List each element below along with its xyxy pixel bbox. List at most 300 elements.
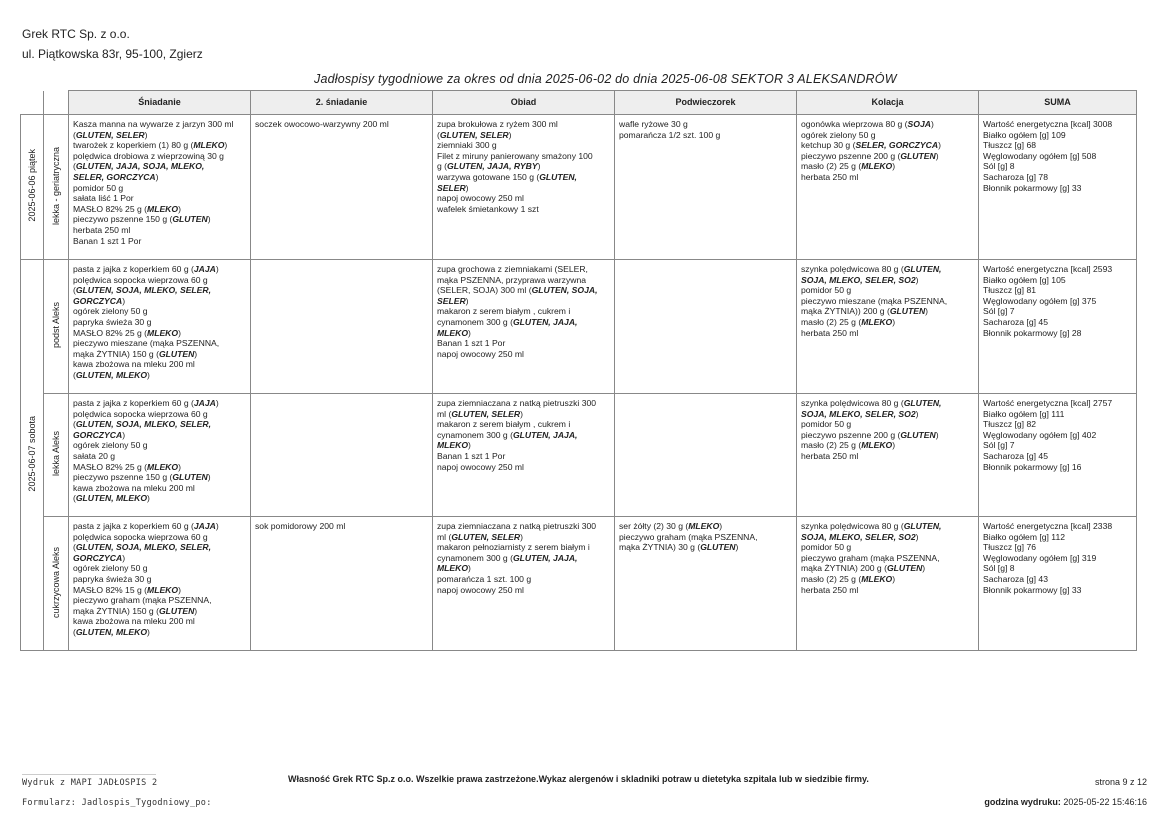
menu-line: [983, 306, 1132, 317]
allergen-text: MLEKO: [147, 203, 179, 214]
menu-text: mąka PSZENNA, przyprawa warzywna: [437, 274, 587, 285]
menu-line: [801, 553, 974, 564]
menu-text: mąka ŻYTNIA) 150 g (: [73, 348, 159, 359]
menu-line: [983, 532, 1132, 543]
allergen-text: SOJA, MLEKO, SELER, SO2: [801, 274, 916, 285]
menu-line: [73, 214, 246, 225]
menu-line: [801, 409, 974, 420]
menu-line: [73, 130, 246, 141]
menu-line: [73, 161, 246, 172]
menu-line: [73, 585, 246, 596]
menu-line: [73, 183, 246, 194]
print-source: Wydruk z MAPI JADŁOSPIS 2: [22, 778, 158, 788]
menu-text: pieczywo pszenne 200 g (: [801, 150, 901, 161]
date-label: 2025-06-07 sobota: [26, 415, 37, 492]
menu-text: pieczywo pszenne 150 g (: [73, 472, 173, 483]
menu-text: (: [73, 493, 76, 504]
menu-text: Węglowodany ogółem [g] 319: [983, 552, 1097, 563]
menu-text: Błonnik pokarmowy [g] 16: [983, 461, 1082, 472]
menu-line: [983, 574, 1132, 585]
print-time: 2025-05-22 15:46:16: [1063, 797, 1147, 807]
menu-line: [73, 563, 246, 574]
allergen-text: MLEKO: [861, 316, 893, 327]
menu-text: masło (2) 25 g (: [801, 440, 862, 451]
menu-text: ): [122, 295, 126, 306]
menu-text: ): [892, 161, 896, 172]
allergen-text: GLUTEN, SELER: [451, 531, 521, 542]
menu-line: [983, 296, 1132, 307]
menu-text: Błonnik pokarmowy [g] 28: [983, 327, 1082, 338]
menu-line: [73, 595, 246, 606]
snack-cell: [615, 260, 797, 394]
menu-text: Węglowodany ogółem [g] 402: [983, 429, 1097, 440]
menu-line: [437, 285, 610, 296]
allergen-text: GLUTEN: [700, 542, 736, 553]
menu-text: ): [935, 429, 939, 440]
menu-line: [73, 338, 246, 349]
menu-line: [801, 317, 974, 328]
menu-text: masło (2) 25 g (: [801, 573, 862, 584]
menu-text: (: [73, 419, 76, 430]
diet-label: lekka - geriatryczna: [50, 146, 61, 225]
menu-line: [73, 264, 246, 275]
column-header-snack: Podwieczorek: [615, 91, 797, 115]
menu-text: Banan 1 szt 1 Por: [73, 235, 142, 246]
menu-line: [437, 119, 610, 130]
menu-line: [437, 172, 610, 183]
menu-line: [73, 306, 246, 317]
menu-line: [983, 317, 1132, 328]
menu-text: cynamonem 300 g (: [437, 429, 513, 440]
menu-line: [801, 532, 974, 543]
menu-line: [801, 172, 974, 183]
menu-text: zupa grochowa z ziemniakami (SELER,: [437, 264, 588, 274]
menu-text: Wartość energetyczna [kcal] 3008: [983, 119, 1113, 129]
sum-cell: [979, 115, 1137, 260]
second-breakfast-cell: [251, 394, 433, 517]
menu-text: Węglowodany ogółem [g] 508: [983, 150, 1097, 161]
allergen-text: MLEKO: [193, 140, 225, 151]
menu-text: ): [520, 408, 523, 419]
menu-line: [73, 172, 246, 183]
diet-cell: [44, 394, 69, 517]
menu-line: [983, 419, 1132, 430]
menu-line: [801, 521, 974, 532]
menu-text: cynamonem 300 g (: [437, 316, 513, 327]
menu-text: pomarańcza 1 szt. 100 g: [437, 573, 532, 584]
menu-text: ): [465, 295, 469, 306]
menu-line: [73, 349, 246, 360]
snack-cell: [615, 517, 797, 651]
menu-text: ): [155, 171, 159, 182]
menu-text: mąka ŻYTNIA) 150 g (: [73, 605, 159, 616]
menu-line: [437, 328, 610, 339]
menu-text: Wartość energetyczna [kcal] 2338: [983, 521, 1113, 531]
menu-text: pieczywo graham (mąka PSZENNA,: [801, 552, 940, 563]
menu-text: ): [215, 398, 219, 408]
menu-text: Białko ogółem [g] 112: [983, 531, 1066, 542]
sum-cell: [979, 394, 1137, 517]
menu-text: ml (: [437, 531, 452, 542]
menu-text: Filet z miruny panierowany smażony 100: [437, 150, 593, 161]
menu-line: [437, 542, 610, 553]
allergen-text: GLUTEN: [172, 472, 208, 483]
menu-text: papryka świeża 30 g: [73, 316, 152, 327]
menu-text: ): [178, 584, 181, 595]
menu-text: soczek owocowo-warzywny 200 ml: [255, 119, 389, 129]
menu-line: [801, 306, 974, 317]
menu-text: ketchup 30 g (: [801, 140, 856, 151]
menu-line: [437, 130, 610, 141]
menu-text: zupa brokułowa z ryżem 300 ml: [437, 119, 558, 129]
allergen-text: GLUTEN,: [903, 264, 942, 274]
menu-text: ): [207, 214, 211, 225]
menu-text: ): [122, 552, 126, 563]
allergen-text: SOJA, MLEKO, SELER, SO2: [801, 408, 916, 419]
allergen-text: MLEKO: [861, 440, 893, 451]
allergen-text: SELER: [437, 295, 466, 306]
diet-cell: [44, 260, 69, 394]
menu-text: sałata liść 1 Por: [73, 193, 134, 204]
menu-line: [983, 451, 1132, 462]
menu-text: ): [735, 542, 739, 553]
menu-text: sałata 20 g: [73, 450, 116, 461]
menu-line: [983, 264, 1132, 275]
menu-text: herbata 250 ml: [801, 327, 859, 338]
company-address: ul. Piątkowska 83r, 95-100, Zgierz: [22, 47, 203, 61]
menu-text: pasta z jajka z koperkiem 60 g (: [73, 398, 194, 408]
header-corner: [21, 91, 44, 115]
allergen-text: MLEKO: [861, 573, 893, 584]
column-header-sum: SUMA: [979, 91, 1137, 115]
footer-source: [22, 774, 212, 813]
menu-line: [73, 236, 246, 247]
footer-page-info: [984, 772, 1147, 812]
allergen-text: MLEKO: [437, 327, 469, 338]
menu-text: mąka ŻYTNIA) 200 g (: [801, 563, 887, 574]
allergen-text: GLUTEN, JAJA, SOJA, MLEKO,: [75, 161, 205, 172]
menu-text: zupa ziemniaczana z natką pietruszki 300: [437, 521, 597, 531]
menu-text: Tłuszcz [g] 82: [983, 419, 1037, 430]
allergen-text: GLUTEN, JAJA,: [512, 429, 578, 440]
menu-text: ): [215, 264, 219, 274]
menu-text: pieczywo pszenne 150 g (: [73, 214, 173, 225]
menu-line: [437, 521, 610, 532]
menu-text: ogórek zielony 50 g: [73, 306, 148, 317]
menu-text: ): [468, 563, 471, 574]
menu-text: Banan 1 szt 1 Por: [437, 450, 506, 461]
menu-line: [801, 585, 974, 596]
menu-text: ): [922, 563, 926, 574]
menu-line: [983, 161, 1132, 172]
menu-text: ): [938, 140, 941, 151]
menu-line: [983, 285, 1132, 296]
menu-text: Białko ogółem [g] 109: [983, 129, 1066, 140]
allergen-text: MLEKO: [437, 440, 469, 451]
menu-line: [619, 532, 792, 543]
menu-text: ): [892, 573, 896, 584]
menu-text: pomidor 50 g: [801, 542, 852, 553]
menu-line: [983, 183, 1132, 194]
allergen-text: GLUTEN, SOJA, MLEKO, SELER,: [75, 285, 211, 296]
menu-text: twarożek z koperkiem (1) 80 g (: [73, 140, 194, 151]
menu-line: [983, 151, 1132, 162]
menu-text: ): [930, 119, 934, 129]
menu-text: ): [224, 140, 228, 151]
menu-text: Kasza manna na wywarze z jarzyn 300 ml: [73, 119, 234, 129]
menu-text: ml (: [437, 408, 452, 419]
menu-text: Tłuszcz [g] 68: [983, 140, 1037, 151]
menu-text: cynamonem 300 g (: [437, 552, 513, 563]
second-breakfast-cell: [251, 517, 433, 651]
menu-text: ): [194, 348, 198, 359]
dinner-cell: [797, 517, 979, 651]
menu-line: [983, 140, 1132, 151]
menu-line: [801, 130, 974, 141]
sum-cell: [979, 517, 1137, 651]
menu-line: [437, 204, 610, 215]
menu-text: pieczywo graham (mąka PSZENNA,: [619, 531, 758, 542]
diet-label: lekka Aleks: [50, 431, 61, 477]
menu-row: [21, 517, 1137, 651]
diet-cell: [44, 115, 69, 260]
menu-line: [619, 542, 792, 553]
menu-line: [73, 119, 246, 130]
menu-text: ): [207, 472, 211, 483]
menu-line: [437, 193, 610, 204]
menu-text: Sacharoza [g] 78: [983, 171, 1048, 182]
menu-text: napoj owocowy 250 ml: [437, 348, 524, 359]
menu-text: Sacharoza [g] 45: [983, 316, 1048, 327]
menu-line: [437, 553, 610, 564]
menu-line: [983, 585, 1132, 596]
menu-row: [21, 260, 1137, 394]
second-breakfast-cell: [251, 115, 433, 260]
allergen-text: GLUTEN, SELER: [75, 129, 145, 140]
menu-text: pomidor 50 g: [801, 285, 852, 296]
menu-text: napoj owocowy 250 ml: [437, 461, 524, 472]
menu-text: herbata 250 ml: [73, 224, 131, 235]
menu-line: [437, 409, 610, 420]
breakfast-cell: [69, 517, 251, 651]
menu-text: szynka polędwicowa 80 g (: [801, 398, 904, 408]
menu-line: [437, 585, 610, 596]
menu-text: pieczywo mieszane (mąka PSZENNA,: [73, 338, 220, 349]
menu-line: [983, 440, 1132, 451]
menu-text: masło (2) 25 g (: [801, 161, 862, 172]
allergen-text: GLUTEN, SOJA,: [531, 285, 598, 296]
menu-text: MASŁO 82% 15 g (: [73, 584, 148, 595]
menu-text: kawa zbożowa na mleku 200 ml: [73, 616, 195, 627]
menu-text: polędwica sopocka wieprzowa 60 g: [73, 274, 208, 285]
menu-line: [437, 440, 610, 451]
menu-text: g (: [437, 161, 448, 172]
menu-line: [801, 140, 974, 151]
menu-line: [73, 493, 246, 504]
allergen-text: GLUTEN, JAJA,: [512, 552, 578, 563]
allergen-text: GLUTEN: [158, 605, 195, 616]
menu-line: [801, 440, 974, 451]
allergen-text: GORCZYCA: [73, 429, 123, 440]
menu-line: [73, 483, 246, 494]
menu-line: [73, 440, 246, 451]
menu-text: ): [122, 429, 126, 440]
menu-line: [437, 451, 610, 462]
menu-line: [619, 119, 792, 130]
menu-text: herbata 250 ml: [801, 450, 859, 461]
date-label: 2025-06-06 piątek: [26, 149, 37, 222]
menu-line: [801, 574, 974, 585]
menu-line: [437, 296, 610, 307]
menu-text: Sól [g] 7: [983, 306, 1015, 317]
print-time-line: [984, 792, 1147, 812]
menu-text: napoj owocowy 250 ml: [437, 584, 524, 595]
menu-text: kawa zbożowa na mleku 200 ml: [73, 359, 195, 370]
menu-line: [73, 521, 246, 532]
footer-notice: Własność Grek RTC Sp.z o.o. Wszelkie prawa zastrzeżone.Wykaz alergenów i skladniki potraw u dietetyka szpitala lub w siedzibie firmy.: [288, 774, 869, 784]
dinner-cell: [797, 394, 979, 517]
menu-line: [437, 306, 610, 317]
dinner-cell: [797, 115, 979, 260]
allergen-text: JAJA: [193, 521, 216, 531]
menu-text: ): [194, 605, 198, 616]
menu-text: kawa zbożowa na mleku 200 ml: [73, 482, 195, 493]
menu-line: [437, 563, 610, 574]
menu-text: ): [178, 327, 181, 338]
allergen-text: MLEKO: [147, 461, 179, 472]
menu-text: ): [144, 129, 148, 140]
menu-text: (: [73, 161, 76, 172]
menu-line: [73, 451, 246, 462]
column-header-second-breakfast: 2. śniadanie: [251, 91, 433, 115]
menu-line: [73, 296, 246, 307]
menu-text: MASŁO 82% 25 g (: [73, 203, 148, 214]
menu-line: [73, 398, 246, 409]
menu-line: [437, 161, 610, 172]
menu-text: pieczywo pszenne 200 g (: [801, 429, 901, 440]
allergen-text: GORCZYCA: [73, 295, 123, 306]
menu-line: [983, 409, 1132, 420]
menu-line: [437, 398, 610, 409]
menu-line: [73, 359, 246, 370]
allergen-text: GLUTEN: [900, 429, 936, 440]
menu-line: [73, 140, 246, 151]
menu-line: [437, 275, 610, 286]
weekly-menu-table: [20, 90, 1137, 651]
allergen-text: GLUTEN, MLEKO: [75, 626, 148, 637]
menu-line: [73, 532, 246, 543]
menu-text: ): [508, 129, 512, 140]
menu-text: (: [73, 285, 76, 296]
menu-line: [437, 430, 610, 441]
menu-text: wafle ryżowe 30 g: [619, 119, 688, 129]
menu-text: wafelek śmietankowy 1 szt: [437, 203, 539, 214]
allergen-text: GLUTEN, SOJA, MLEKO, SELER,: [75, 542, 211, 553]
menu-line: [801, 542, 974, 553]
menu-text: ): [147, 493, 150, 504]
menu-line: [983, 328, 1132, 339]
menu-row: [21, 115, 1137, 260]
menu-text: ): [915, 274, 919, 285]
menu-line: [983, 119, 1132, 130]
menu-text: polędwica sopocka wieprzowa 60 g: [73, 408, 208, 419]
menu-line: [73, 370, 246, 381]
menu-text: Węglowodany ogółem [g] 375: [983, 295, 1097, 306]
menu-line: [255, 521, 428, 532]
menu-text: Sól [g] 8: [983, 161, 1015, 172]
menu-text: (: [73, 129, 76, 140]
menu-line: [437, 151, 610, 162]
menu-line: [73, 204, 246, 215]
menu-line: [73, 328, 246, 339]
menu-text: pieczywo mieszane (mąka PSZENNA,: [801, 295, 948, 306]
breakfast-cell: [69, 260, 251, 394]
menu-text: pasta z jajka z koperkiem 60 g (: [73, 521, 194, 531]
menu-line: [801, 451, 974, 462]
menu-text: ): [178, 203, 181, 214]
menu-line: [437, 574, 610, 585]
menu-line: [801, 563, 974, 574]
menu-text: ogonówka wieprzowa 80 g (: [801, 119, 908, 129]
menu-line: [437, 419, 610, 430]
menu-text: polędwica sopocka wieprzowa 60 g: [73, 531, 208, 542]
allergen-text: MLEKO: [147, 327, 179, 338]
menu-line: [801, 430, 974, 441]
menu-line: [619, 130, 792, 141]
lunch-cell: [433, 260, 615, 394]
menu-line: [801, 161, 974, 172]
menu-text: zupa ziemniaczana z natką pietruszki 300: [437, 398, 597, 408]
menu-text: ogórek zielony 50 g: [801, 129, 876, 140]
menu-line: [73, 462, 246, 473]
menu-text: mąka ŻYTNIA)) 200 g (: [801, 306, 890, 317]
menu-row: [21, 394, 1137, 517]
column-header-breakfast: Śniadanie: [69, 91, 251, 115]
menu-text: ): [915, 408, 919, 419]
menu-text: masło (2) 25 g (: [801, 316, 862, 327]
allergen-text: SELER, GORCZYCA: [73, 171, 156, 182]
breakfast-cell: [69, 115, 251, 260]
menu-text: Białko ogółem [g] 105: [983, 274, 1066, 285]
menu-line: [437, 264, 610, 275]
allergen-text: GLUTEN,: [903, 398, 942, 408]
allergen-text: MLEKO: [861, 161, 893, 172]
menu-line: [983, 542, 1132, 553]
print-time-label: godzina wydruku:: [984, 797, 1061, 807]
menu-text: (: [73, 542, 76, 553]
menu-text: ): [892, 316, 896, 327]
allergen-text: GLUTEN, MLEKO: [75, 493, 148, 504]
allergen-text: GLUTEN: [158, 348, 195, 359]
menu-text: ): [925, 306, 929, 317]
menu-text: Błonnik pokarmowy [g] 33: [983, 584, 1082, 595]
menu-line: [437, 349, 610, 360]
menu-line: [73, 275, 246, 286]
menu-line: [73, 419, 246, 430]
menu-text: MASŁO 82% 25 g (: [73, 327, 148, 338]
allergen-text: JAJA: [193, 264, 216, 274]
menu-text: (: [73, 369, 76, 380]
menu-text: ): [147, 369, 150, 380]
allergen-text: GLUTEN, SELER: [439, 129, 509, 140]
menu-text: warzywa gotowane 150 g (: [437, 171, 540, 182]
lunch-cell: [433, 517, 615, 651]
menu-line: [73, 472, 246, 483]
allergen-text: SELER: [437, 182, 466, 193]
dinner-cell: [797, 260, 979, 394]
menu-text: Sól [g] 8: [983, 563, 1015, 574]
diet-cell: [44, 517, 69, 651]
